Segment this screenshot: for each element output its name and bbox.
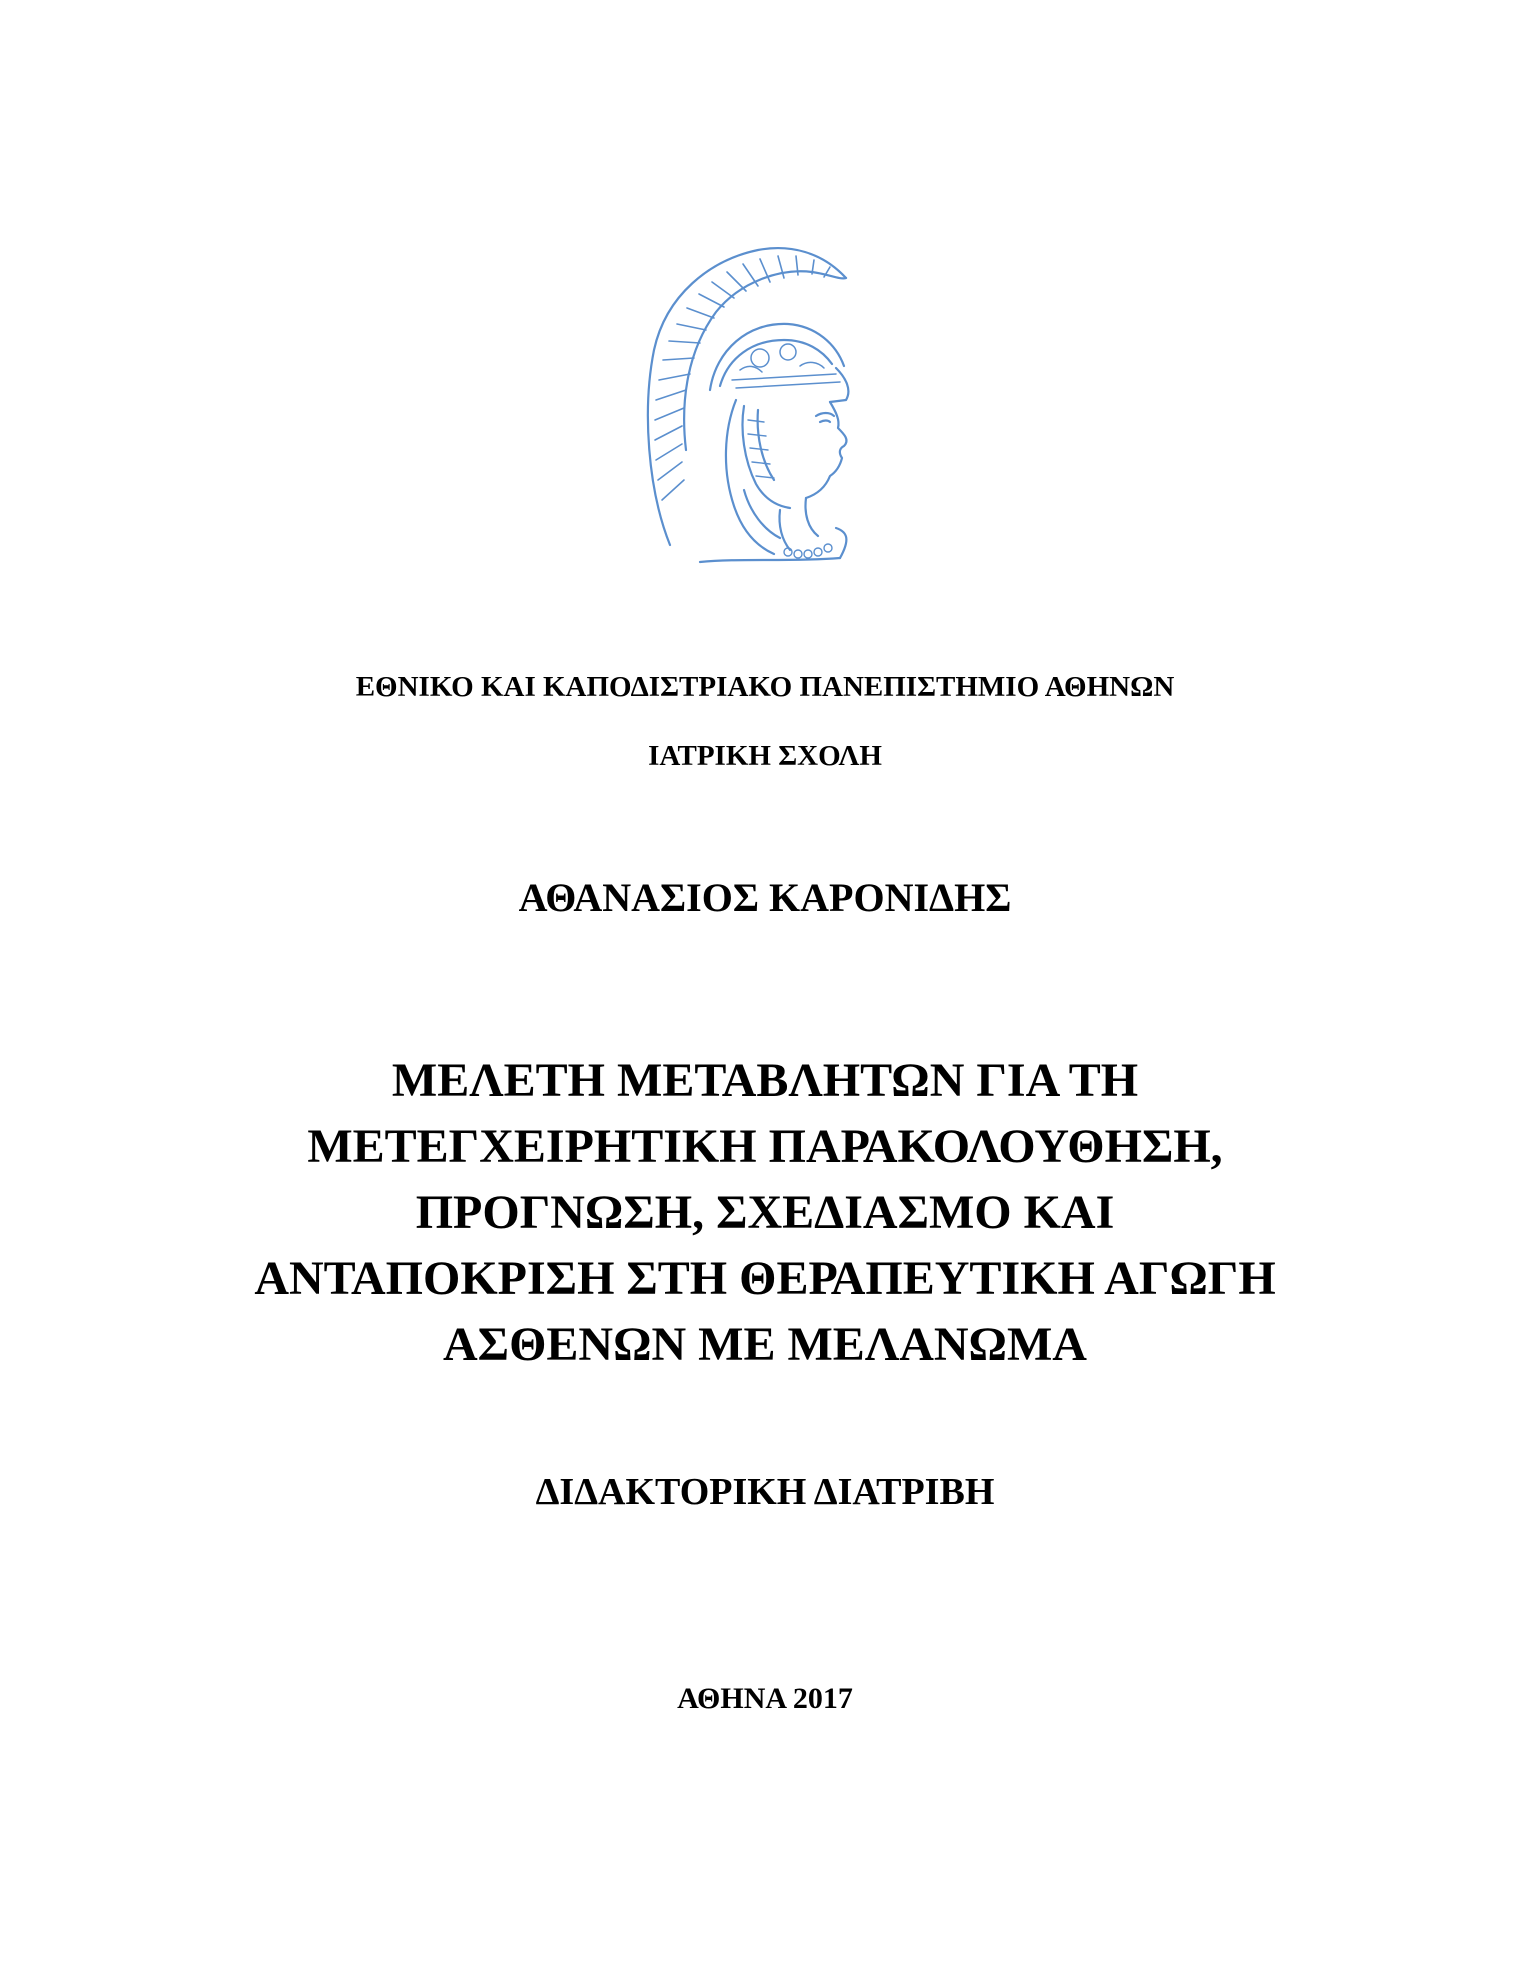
title-line: ΠΡΟΓΝΩΣΗ, ΣΧΕΔΙΑΣΜΟ ΚΑΙ xyxy=(415,1186,1115,1239)
author-name: ΑΘΑΝΑΣΙΟΣ ΚΑΡΟΝΙΔΗΣ xyxy=(518,875,1012,920)
title-line: ΜΕΤΕΓΧΕΙΡΗΤΙΚΗ ΠΑΡΑΚΟΛΟΥΘΗΣΗ, xyxy=(307,1120,1223,1173)
title-line: ΜΕΛΕΤΗ ΜΕΤΑΒΛΗΤΩΝ ΓΙΑ ΤΗ xyxy=(391,1054,1139,1107)
thesis-type: ΔΙΔΑΚΤΟΡΙΚΗ ΔΙΑΤΡΙΒΗ xyxy=(535,1471,995,1513)
university-name: ΕΘΝΙΚΟ ΚΑΙ ΚΑΠΟΔΙΣΤΡΙΑΚΟ ΠΑΝΕΠΙΣΤΗΜΙΟ ΑΘΗΝΩΝ xyxy=(355,671,1175,703)
athena-helmet-icon xyxy=(640,240,870,570)
city-year: ΑΘΗΝΑ 2017 xyxy=(677,1682,853,1715)
title-line: ΑΣΘΕΝΩΝ ΜΕ ΜΕΛΑΝΩΜΑ xyxy=(443,1318,1087,1371)
thesis-title xyxy=(0,1048,1530,1378)
title-line: ΑΝΤΑΠΟΚΡΙΣΗ ΣΤΗ ΘΕΡΑΠΕΥΤΙΚΗ ΑΓΩΓΗ xyxy=(254,1252,1276,1305)
school-name: ΙΑΤΡΙΚΗ ΣΧΟΛΗ xyxy=(648,740,882,772)
